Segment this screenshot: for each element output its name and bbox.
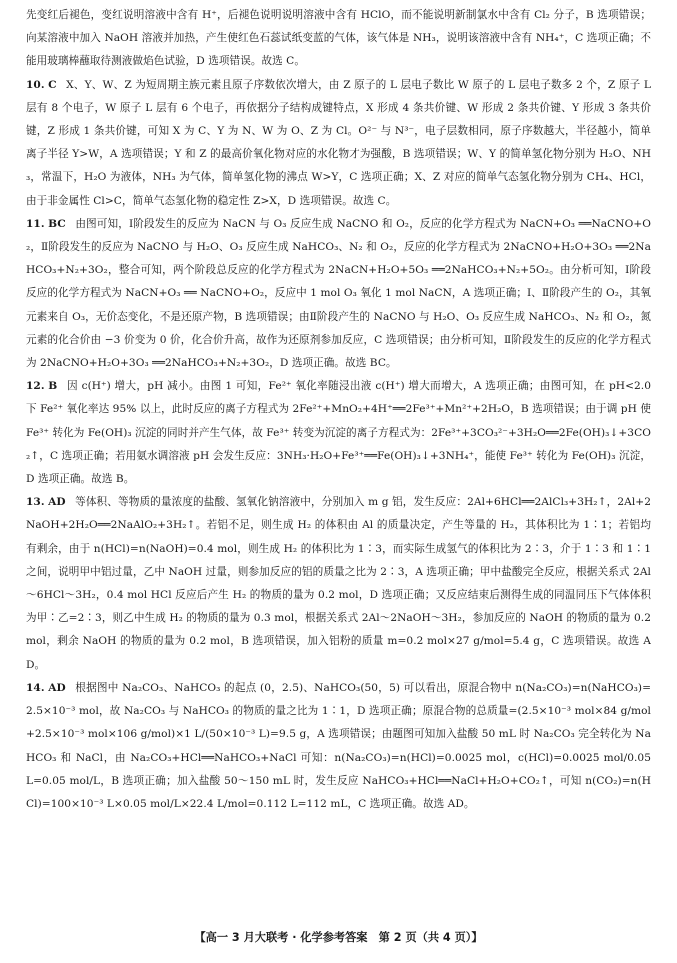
answer-item-14 [26, 677, 651, 816]
explanation-text: 因 c(H⁺) 增大，pH 减小。由图 1 可知，Fe²⁺ 氧化率随浸出液 c(H⁺) 增大而增大，A 选项正确；由图可知，在 pH<2.0 下 Fe²⁺ 氧化率达 95% 以上，此时反应的离子方程式为 2Fe²⁺+MnO₂+4H⁺══2Fe³⁺+Mn²⁺+2H₂O，B 选项错误；由于调 pH 使 Fe³⁺ 转化为 Fe(OH)₃ 沉淀的同时并产生气体，故 Fe³⁺ 转变为沉淀的离子方程式为：2Fe³⁺+3CO₃²⁻+3H₂O══2Fe(OH)₃↓+3CO₂↑，C 选项正确；若用氨水调溶液 pH 会发生反应：3NH₃·H₂O+Fe³⁺══Fe(OH)₃↓+3NH₄⁺，能使 Fe³⁺ 转化为 Fe(OH)₃ 沉淀，D 选项正确。故选 B。 [26, 380, 651, 486]
question-number: 11. [26, 217, 45, 230]
answer-key: BC [48, 217, 66, 230]
answer-item-13 [26, 491, 651, 677]
page-footer: 【高一 3 月大联考 · 化学参考答案 第 2 页（共 4 页）】 [194, 931, 483, 944]
question-number: 10. [26, 78, 45, 91]
answer-item-11 [26, 213, 651, 375]
explanation-text: 等体积、等物质的量浓度的盐酸、氢氧化钠溶液中，分别加入 m g 铝，发生反应：2Al+6HCl══2AlCl₃+3H₂↑，2Al+2NaOH+2H₂O══2NaAlO₂+3H₂↑。若铝不足，则生成 H₂ 的体积由 Al 的质量决定，产生等量的 H₂，其体积比为 1∶1；若铝均有剩余，由于 n(HCl)=n(NaOH)=0.4 mol，则生成 H₂ 的体积比为 1∶3，而实际生成氢气的体积比为 2∶3，介于 1∶3 和 1∶1 之间，说明甲中铝过量，乙中 NaOH 过量，则参加反应的铝的质量之比为 2∶3，A 选项正确；甲中盐酸完全反应，根据关系式 2Al～6HCl～3H₂，0.4 mol HCl 反应后产生 H₂ 的物质的量为 0.2 mol，D 选项正确；又反应结束后测得生成的同温同压下气体体积为甲∶乙=2∶3，则乙中生成 H₂ 的物质的量为 0.3 mol，根据关系式 2Al～2NaOH～3H₂，参加反应的 NaOH 的物质的量为 0.2 mol，剩余 NaOH 的物质的量为 0.2 mol，B 选项错误，加入铝粉的质量 m=0.2 mol×27 g/mol=5.4 g，C 选项错误。故选 AD。 [26, 496, 651, 671]
question-number: 13. [26, 496, 45, 509]
answer-item-12 [26, 375, 651, 491]
answer-key: B [48, 380, 58, 393]
paragraph-text: 先变红后褪色，变红说明溶液中含有 H⁺，后褪色说明说明溶液中含有 HClO，而不能说明新制氯水中含有 Cl₂ 分子，B 选项错误；向某溶液中加入 NaOH 溶液并加热，产生使红色石蕊试纸变蓝的气体，该气体是 NH₃，说明该溶液中含有 NH₄⁺，C 选项正确；不能用玻璃棒蘸取待测液做焰色试验，D 选项错误。故选 C。 [26, 9, 651, 68]
explanation-text: X、Y、W、Z 为短周期主族元素且原子序数依次增大，由 Z 原子的 L 层电子数比 W 原子的 L 层电子数多 2 个，Z 原子 L 层有 8 个电子，W 原子 L 层有 6 个电子，再依据分子结构成键特点，X 形成 4 条共价键、W 形成 2 条共价键、Y 形成 3 条共价键，Z 形成 1 条共价键，可知 X 为 C、Y 为 N、W 为 O、Z 为 Cl。O²⁻ 与 N³⁻，电子层数相同，原子序数越大，半径越小，简单离子半径 Y>W，A 选项错误；Y 和 Z 的最高价氧化物对应的水化物才为强酸，B 选项错误；W、Y 的简单氢化物分别为 H₂O、NH₃，常温下，H₂O 为液体，NH₃ 为气体，简单氢化物的沸点 W>Y，C 选项正确；X、Z 对应的简单气态氢化物分别为 CH₄、HCl，由于非金属性 Cl>C，简单气态氢化物的稳定性 Z>X，D 选项错误。故选 C。 [26, 78, 651, 207]
explanation-text: 由图可知，Ⅰ阶段发生的反应为 NaCN 与 O₃ 反应生成 NaCNO 和 O₂，反应的化学方程式为 NaCN+O₃ ══NaCNO+O₂，Ⅱ阶段发生的反应为 NaCNO 与 H₂O、O₃ 反应生成 NaHCO₃、N₂ 和 O₂，反应的化学方程式为 2NaCNO+H₂O+3O₃ ══2NaHCO₃+N₂+3O₂，整合可知，两个阶段总反应的化学方程式为 2NaCN+H₂O+5O₃ ══2NaHCO₃+N₂+5O₂。由分析可知，Ⅰ阶段反应的化学方程式为 NaCN+O₃ ══ NaCNO+O₂，反应中 1 mol O₃ 氧化 1 mol NaCN，A 选项正确；Ⅰ、Ⅱ阶段产生的 O₂，其氧元素来自 O₃，无价态变化，不是还原产物，B 选项错误；由Ⅱ阶段产生的 NaCNO 与 H₂O、O₃ 反应生成 NaHCO₃、N₂ 和 O₂，氮元素的化合价由 −3 价变为 0 价，化合价升高，故作为还原剂参加反应，C 选项错误；由分析可知，Ⅱ阶段发生的反应的化学方程式为 2NaCNO+H₂O+3O₃ ══2NaHCO₃+N₂+3O₂，D 选项正确。故选 BC。 [26, 217, 652, 370]
answer-key: C [48, 78, 57, 91]
question-number: 12. [26, 380, 45, 393]
question-number: 14. [26, 681, 45, 694]
answer-key: AD [48, 681, 66, 694]
explanation-text: 根据图中 Na₂CO₃、NaHCO₃ 的起点 (0，2.5)、NaHCO₃(50，5) 可以看出，原混合物中 n(Na₂CO₃)=n(NaHCO₃)=2.5×10⁻³ mol，故 Na₂CO₃ 与 NaHCO₃ 的物质的量之比为 1∶1，D 选项正确；原混合物的总质量=(2.5×10⁻³ mol×84 g/mol+2.5×10⁻³ mol×106 g/mol)×1 L/(50×10⁻³ L)=9.5 g，A 选项错误；由题图可知加入盐酸 50 mL 时 Na₂CO₃ 完全转化为 NaHCO₃ 和 NaCl，由 Na₂CO₃+HCl══NaHCO₃+NaCl 可知：n(Na₂CO₃)=n(HCl)=0.0025 mol，c(HCl)=0.0025 mol/0.05 L=0.05 mol/L，B 选项正确；加入盐酸 50～150 mL 时，发生反应 NaHCO₃+HCl══NaCl+H₂O+CO₂↑，可知 n(CO₂)=n(HCl)=100×10⁻³ L×0.05 mol/L×22.4 L/mol=0.112 L=112 mL，C 选项正确。故选 AD。 [26, 681, 651, 810]
answer-key: AD [48, 496, 66, 509]
answer-item-10 [26, 74, 651, 213]
answer-paragraph-9-continued [26, 4, 651, 74]
